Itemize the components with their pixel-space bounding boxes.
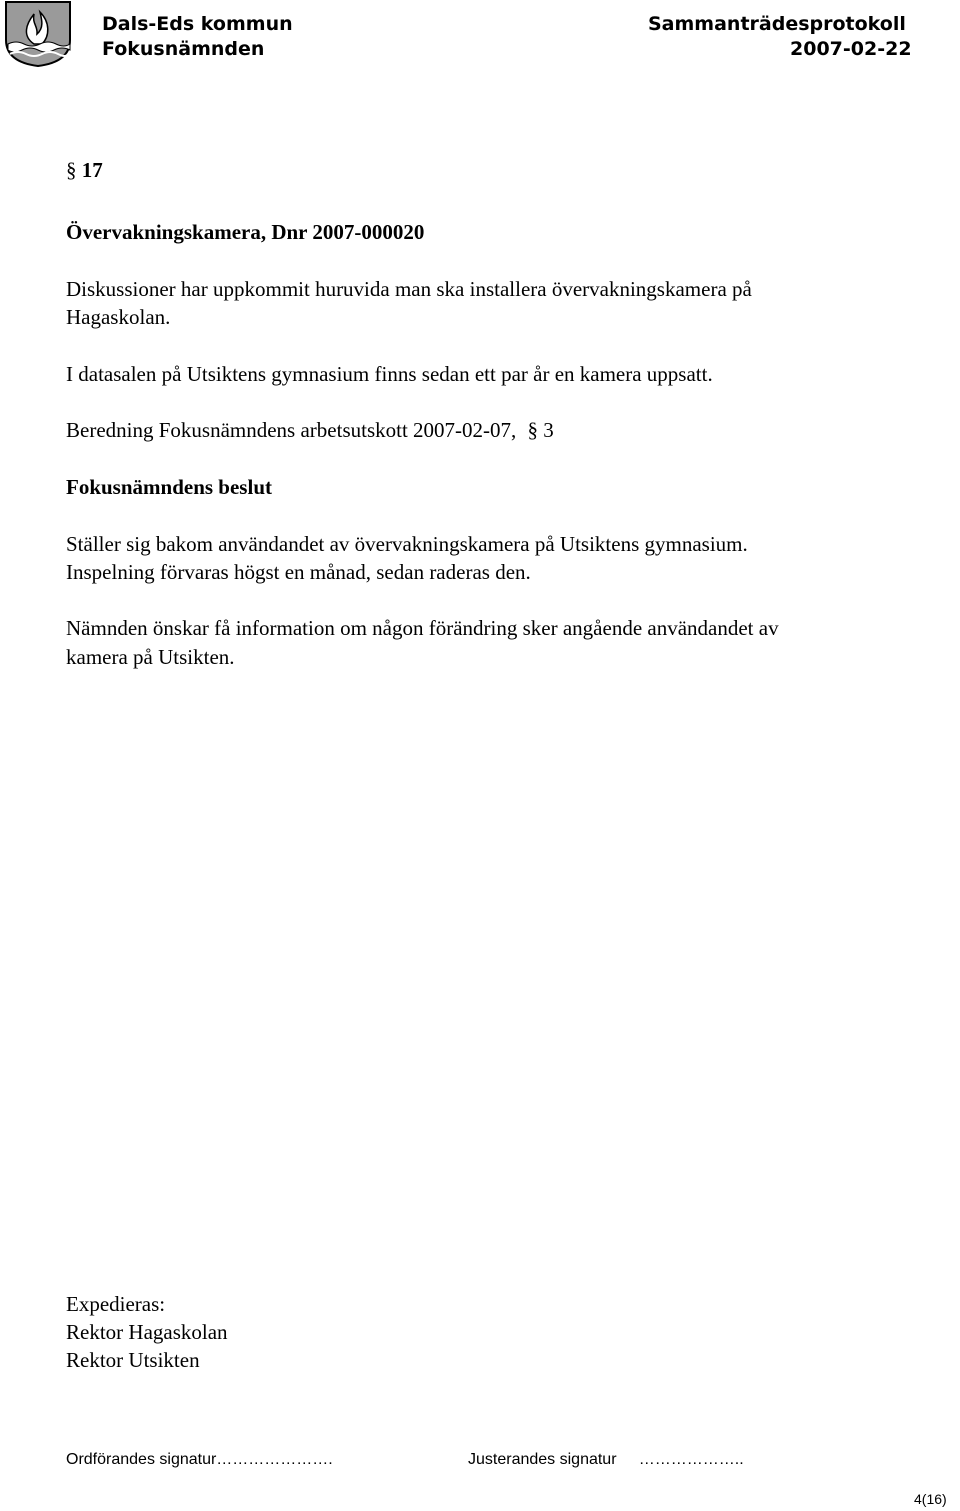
decision-line-1: Ställer sig bakom användandet av övervakningskamera på Utsiktens gymnasium. xyxy=(66,532,748,556)
document-type: Sammanträdesprotokoll xyxy=(648,13,906,35)
preparation-section-number: 3 xyxy=(543,418,554,442)
decision-line-2: Inspelning förvaras högst en månad, sedan raderas den. xyxy=(66,560,531,584)
paragraph-preparation xyxy=(66,416,554,444)
preparation-section-symbol: § xyxy=(527,418,539,442)
municipality-coat-of-arms-logo xyxy=(4,0,72,68)
committee-name: Fokusnämnden xyxy=(102,38,265,60)
adjuster-signature-field: Justerandes signatur ……………….. xyxy=(468,1451,744,1468)
section-number: 17 xyxy=(81,158,103,182)
case-title: Övervakningskamera, Dnr 2007-000020 xyxy=(66,220,425,244)
decision-heading: Fokusnämndens beslut xyxy=(66,475,272,499)
dispatch-recipient: Rektor Hagaskolan xyxy=(66,1320,228,1344)
dispatch-recipient: Rektor Utsikten xyxy=(66,1348,200,1372)
chair-signature-field: Ordförandes signatur…………………. xyxy=(66,1451,333,1468)
decision-line-4: kamera på Utsikten. xyxy=(66,645,235,669)
paragraph-datasal: I datasalen på Utsiktens gymnasium finns sedan ett par år en kamera uppsatt. xyxy=(66,362,713,386)
municipality-name: Dals-Eds kommun xyxy=(102,13,293,35)
paragraph-discussion-line-2: Hagaskolan. xyxy=(66,305,171,329)
page-number: 4(16) xyxy=(914,1491,947,1507)
section-symbol: § xyxy=(66,158,77,182)
meeting-date: 2007-02-22 xyxy=(790,38,912,60)
section-heading xyxy=(66,156,103,184)
decision-line-3: Nämnden önskar få information om någon förändring sker angående användandet av xyxy=(66,616,779,640)
preparation-text: Beredning Fokusnämndens arbetsutskott 2007-02-07, xyxy=(66,418,517,442)
dispatch-label: Expedieras: xyxy=(66,1292,166,1316)
paragraph-discussion-line-1: Diskussioner har uppkommit huruvida man ska installera övervakningskamera på xyxy=(66,277,752,301)
